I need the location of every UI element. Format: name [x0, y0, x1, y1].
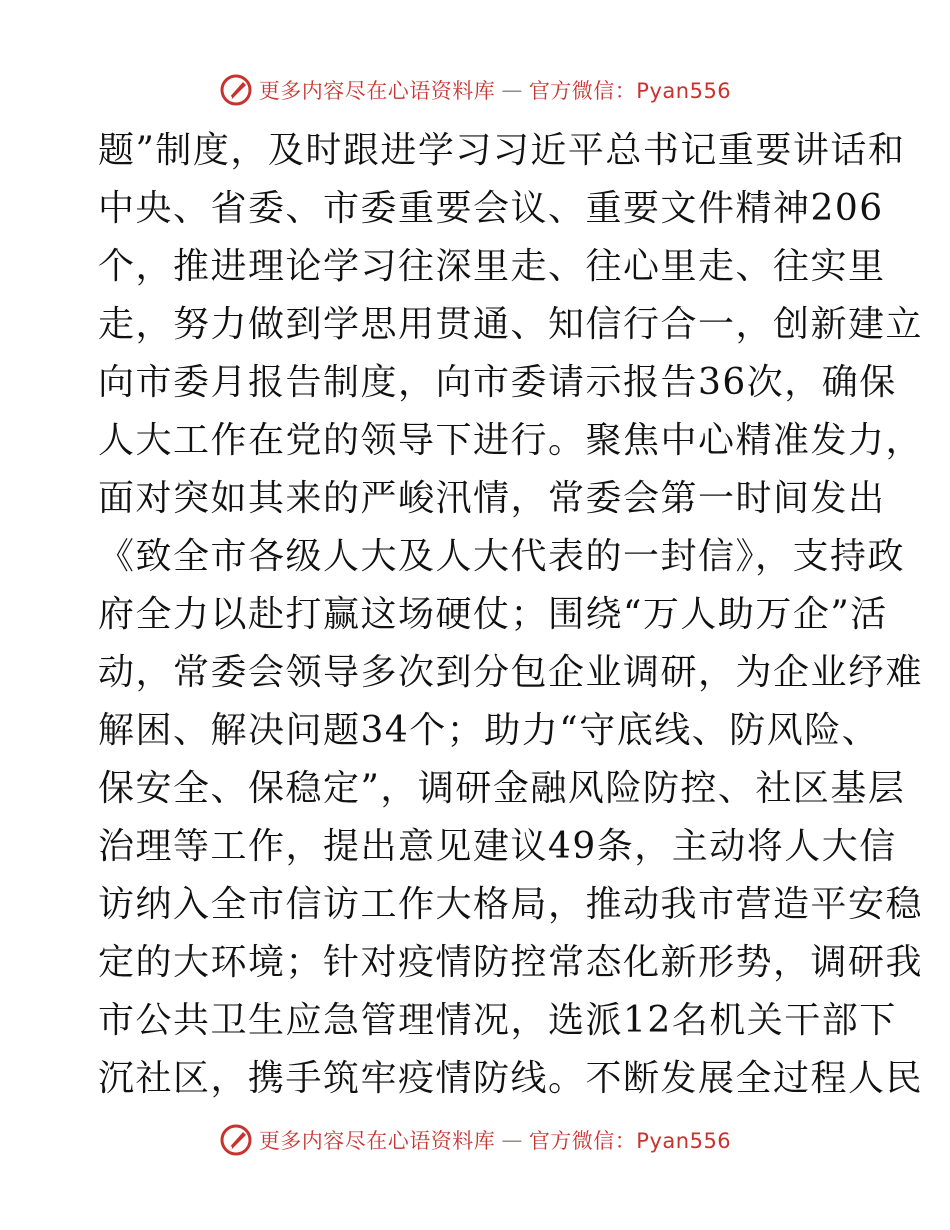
- body-line: 题”制度，及时跟进学习习近平总书记重要讲话和: [98, 130, 906, 171]
- pen-nib-circle-icon: [219, 1123, 253, 1157]
- header-watermark-banner: [0, 70, 950, 110]
- banner-contact-text: 官方微信：Pyan556: [528, 79, 732, 103]
- body-line: 向市委月报告制度，向市委请示报告36次，确保: [98, 362, 897, 403]
- body-line: 走，努力做到学思用贯通、知信行合一，创新建立: [98, 304, 924, 345]
- body-line: 市公共卫生应急管理情况，选派12名机关干部下: [98, 1000, 897, 1041]
- body-line: 动，常委会领导多次到分包企业调研，为企业纾难: [98, 652, 924, 693]
- body-line: 个，推进理论学习往深里走、往心里走、往实里: [98, 246, 886, 287]
- banner-site-text: 更多内容尽在心语资料库: [258, 1129, 496, 1153]
- body-line: 《致全市各级人大及人大代表的一封信》，支持政: [98, 536, 906, 577]
- body-line: 沉社区，携手筑牢疫情防线。不断发展全过程人民: [98, 1058, 924, 1099]
- body-line: 解困、解决问题34个；助力“守底线、防风险、: [98, 710, 880, 751]
- pen-nib-circle-icon: [219, 73, 253, 107]
- body-line: 治理等工作，提出意见建议49条，主动将人大信: [98, 826, 897, 867]
- body-line: 中央、省委、市委重要会议、重要文件精神206: [98, 188, 884, 229]
- banner-separator: —: [501, 1128, 523, 1152]
- body-line: 保安全、保稳定”，调研金融风险防控、社区基层: [98, 768, 906, 809]
- body-line: 面对突如其来的严峻汛情，常委会第一时间发出: [98, 478, 886, 519]
- body-line: 府全力以赴打赢这场硬仗；围绕“万人助万企”活: [98, 594, 888, 635]
- body-line: 定的大环境；针对疫情防控常态化新形势，调研我: [98, 942, 924, 983]
- banner-site-text: 更多内容尽在心语资料库: [258, 79, 496, 103]
- footer-watermark-banner: [0, 1120, 950, 1160]
- banner-separator: —: [501, 78, 523, 102]
- banner-contact-text: 官方微信：Pyan556: [528, 1129, 732, 1153]
- body-line: 人大工作在党的领导下进行。聚焦中心精准发力，: [98, 420, 924, 461]
- body-line: 访纳入全市信访工作大格局，推动我市营造平安稳: [98, 884, 924, 925]
- document-body: [98, 122, 924, 1108]
